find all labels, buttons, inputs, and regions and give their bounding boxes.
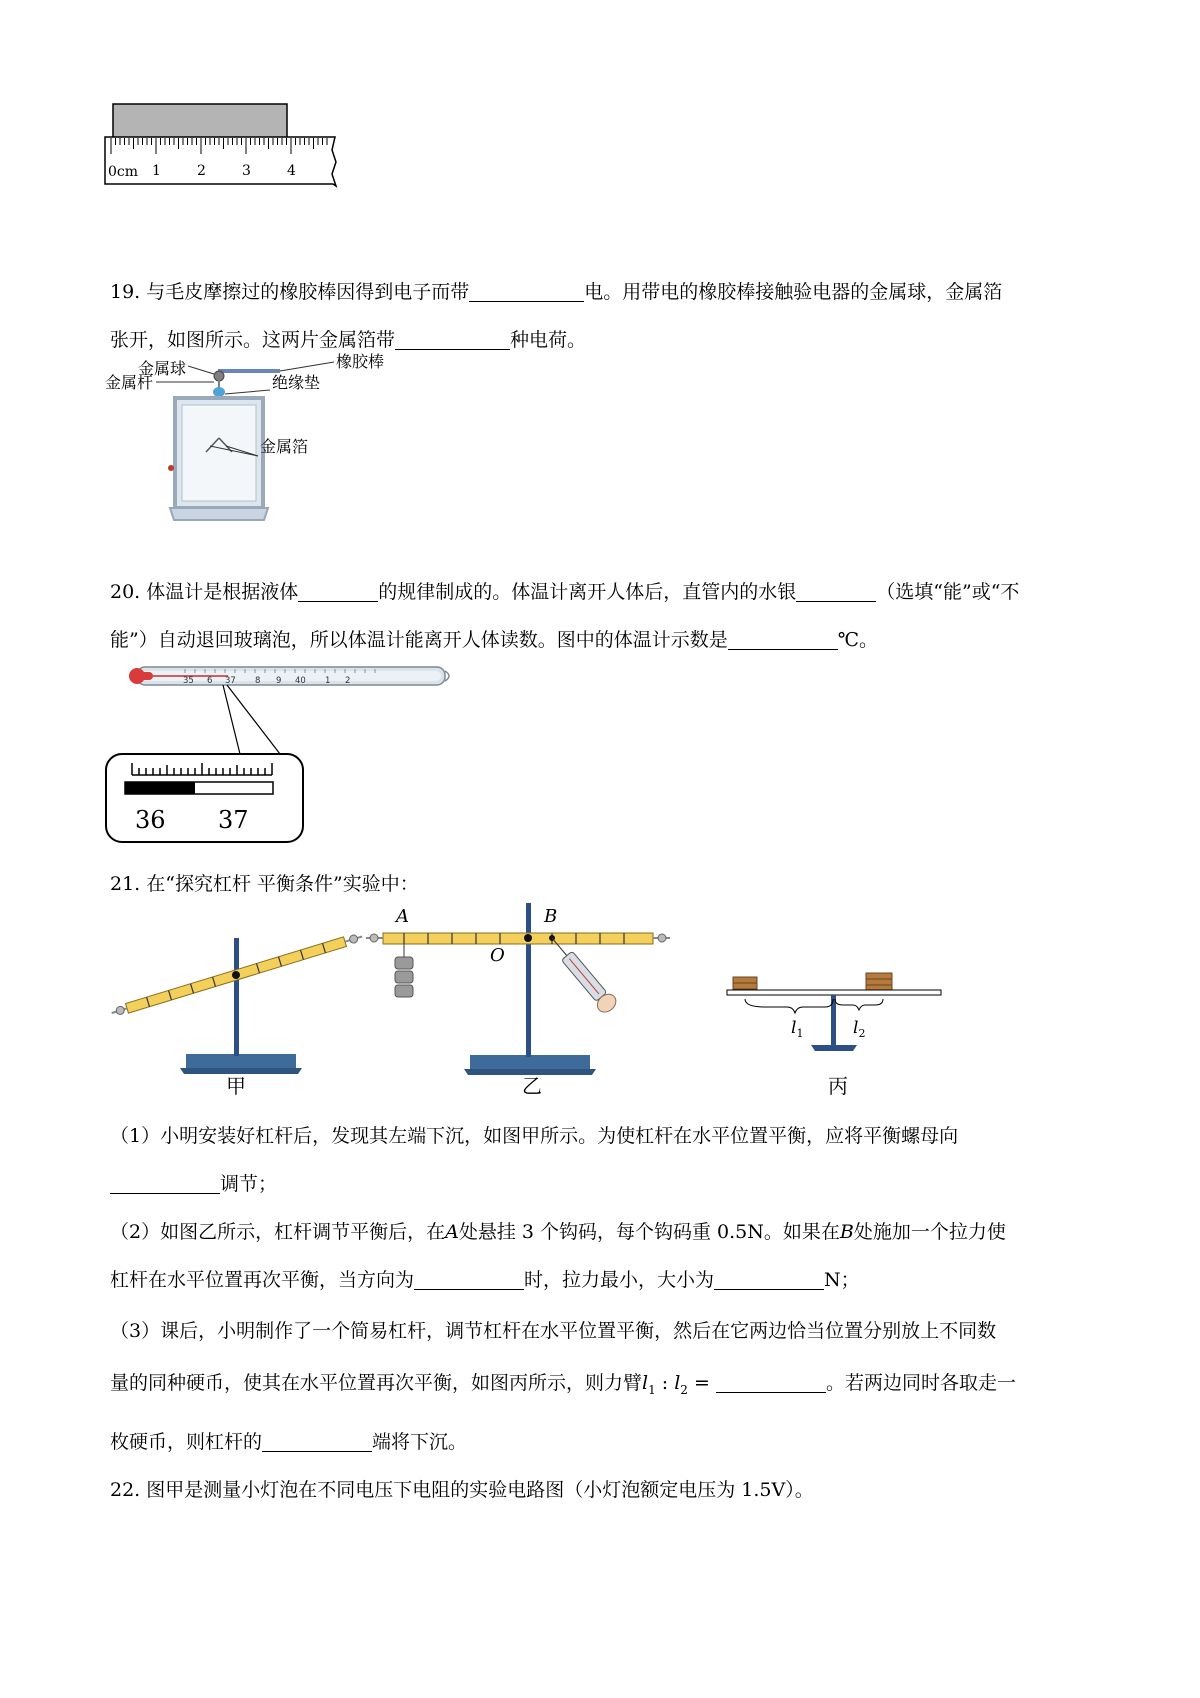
q19-number: 19. (110, 281, 141, 303)
q21-p3-text-e: 端将下沉。 (372, 1430, 468, 1453)
arm-label-l2: $l_2$ (853, 1018, 866, 1040)
therm-scale-38: 8 (255, 676, 261, 686)
coins-left (733, 977, 757, 989)
label-metal-foil: 金属箔 (260, 437, 309, 456)
q21-p1-text-b: 调节； (220, 1173, 278, 1195)
therm-scale-41: 1 (325, 676, 331, 686)
metal-ball (214, 371, 224, 381)
q21-part-1 (110, 1112, 1100, 1208)
q21-p2-blank-2[interactable] (714, 1265, 824, 1290)
stand-pole (526, 903, 531, 1057)
q19-blank-1[interactable] (469, 277, 584, 302)
q22-text: 图甲是测量小灯泡在不同电压下电阻的实验电路图（小灯泡额定电压为 1.5V）。 (146, 1479, 814, 1501)
question-22 (110, 1466, 1100, 1514)
q21-p2-point-a: A (445, 1221, 459, 1243)
q21-p3-text-b: 量的同种硬币，使其在水平位置再次平衡，如图丙所示，则力臂 (110, 1372, 643, 1394)
caption-bing: 丙 (828, 1074, 848, 1098)
label-metal-ball: 金属球 (138, 359, 187, 378)
q20-number: 20. (110, 581, 141, 603)
q21-p2-text-c: 处悬挂 3 个钩码，每个钩码重 0.5N。如果在 (458, 1221, 840, 1243)
q21-p2-text-e: 处施加一个拉力使 (853, 1221, 1006, 1243)
q20-blank-3[interactable] (728, 625, 838, 650)
pivot-o (524, 934, 532, 942)
q21-p3-l1-sub: 1 (648, 1382, 656, 1397)
ruler-number-2: 2 (197, 163, 206, 179)
q19-text-4: 种电荷。 (510, 329, 587, 351)
caption-jia: 甲 (226, 1074, 246, 1098)
point-a-label: A (396, 906, 409, 927)
therm-scale-36: 6 (207, 676, 213, 686)
ruler-unit-label: 0cm (108, 164, 139, 180)
therm-scale-35: 35 (183, 676, 194, 686)
zoom-callout (223, 685, 280, 754)
q20-text-5: ℃。 (837, 629, 878, 651)
measured-block (113, 104, 287, 138)
q21-p1-blank[interactable] (110, 1169, 220, 1194)
q20-text-3: （选填“能”或“不 (876, 581, 1020, 603)
q21-p3-blank-1[interactable] (716, 1368, 826, 1393)
ruler-number-4: 4 (287, 163, 296, 179)
q20-blank-2[interactable] (796, 577, 876, 602)
q21-p2-text-a: （2）如图乙所示，杠杆调节平衡后，在 (110, 1221, 446, 1243)
arm-label-l1: $l_1$ (791, 1018, 804, 1040)
q21-p2-text-g: 时，拉力最小，大小为 (524, 1269, 715, 1291)
q20-text-2: 的规律制成的。体温计离开人体后，直管内的水银 (378, 581, 797, 603)
pivot-jia (232, 971, 240, 979)
electroscope-base (170, 508, 268, 520)
q21-p3-text-a: （3）课后，小明制作了一个简易杠杆，调节杠杆在水平位置平衡，然后在它两边恰当位置分别放上不同数 (110, 1320, 997, 1342)
q21-p2-text-f: 杠杆在水平位置再次平衡，当方向为 (110, 1269, 415, 1291)
simple-lever-bar (727, 990, 941, 995)
label-insulating-pad: 绝缘垫 (272, 373, 321, 392)
q21-p3-text-d: 枚硬币，则杠杆的 (110, 1430, 263, 1453)
q21-p3-eq: = (687, 1372, 716, 1394)
q21-p2-blank-1[interactable] (414, 1265, 524, 1290)
insulating-pad (213, 387, 225, 397)
q21-p1-text-a: （1）小明安装好杠杆后，发现其左端下沉，如图甲所示。为使杠杆在水平位置平衡，应将平衡螺母向 (110, 1125, 959, 1147)
caption-yi: 乙 (522, 1074, 542, 1098)
q21-p3-colon: : (655, 1372, 675, 1394)
question-19 (110, 268, 1100, 364)
q20-text-1: 体温计是根据液体 (146, 581, 299, 603)
question-20 (110, 568, 1100, 664)
simple-lever-stand (831, 995, 836, 1045)
q21-p3-text-c: 。若两边同时各取走一 (825, 1372, 1016, 1394)
point-b-label: B (544, 906, 558, 927)
q21-part-2 (110, 1208, 1100, 1304)
stand-base (186, 1054, 296, 1068)
horizontal-lever (366, 933, 670, 944)
q21-number: 21. (110, 873, 141, 895)
q19-text-3: 张开，如图所示。这两片金属箔带 (110, 329, 396, 351)
q19-text-2: 电。用带电的橡胶棒接触验电器的金属球，金属箔 (584, 281, 1003, 303)
q21-intro-text: 在“探究杠杆 平衡条件”实验中： (146, 873, 419, 895)
thermometer-figure (105, 665, 455, 845)
therm-scale-40: 40 (295, 676, 306, 686)
q19-blank-2[interactable] (395, 325, 510, 350)
stand-pole (234, 938, 239, 1056)
q21-p2-point-b: B (839, 1221, 854, 1243)
q21-p2-text-h: N； (824, 1269, 860, 1291)
q21-part-3 (110, 1305, 1100, 1468)
point-o-label: O (490, 945, 505, 966)
lever-figure-yi (358, 895, 678, 1080)
q21-p3-blank-2[interactable] (262, 1427, 372, 1452)
therm-scale-42: 2 (345, 676, 351, 686)
arm-brace-l2 (835, 999, 883, 1010)
ruler-figure (100, 100, 370, 205)
therm-scale-39: 9 (276, 676, 282, 686)
ruler-number-1: 1 (152, 163, 161, 179)
ruler-body (105, 137, 336, 186)
zoom-label-37: 37 (218, 806, 249, 834)
q21-p3-l2: l (674, 1372, 681, 1394)
coins-right (866, 973, 892, 991)
q22-number: 22. (110, 1479, 141, 1501)
q19-text-1: 与毛皮摩擦过的橡胶棒因得到电子而带 (146, 281, 470, 303)
label-metal-rod: 金属杆 (105, 373, 154, 392)
q20-text-4: 能”）自动退回玻璃泡，所以体温计能离开人体读数。图中的体温计示数是 (110, 629, 728, 651)
ruler-number-3: 3 (242, 163, 251, 179)
q21-p3-l2-sub: 2 (680, 1382, 688, 1397)
side-knob (168, 465, 174, 471)
q20-blank-1[interactable] (298, 577, 378, 602)
stand-base (470, 1055, 590, 1069)
zoom-label-36: 36 (135, 806, 166, 834)
electroscope-figure (105, 352, 440, 525)
label-rubber-rod: 橡胶棒 (336, 352, 385, 371)
arm-brace-l1 (745, 999, 833, 1013)
lever-figure-jia (100, 910, 365, 1080)
lever-figure-bing (725, 975, 945, 1070)
zoom-mercury (125, 782, 195, 794)
q21-p3-l1: l (642, 1372, 649, 1394)
hanging-weights (395, 957, 413, 997)
therm-scale-37: 37 (225, 676, 236, 686)
